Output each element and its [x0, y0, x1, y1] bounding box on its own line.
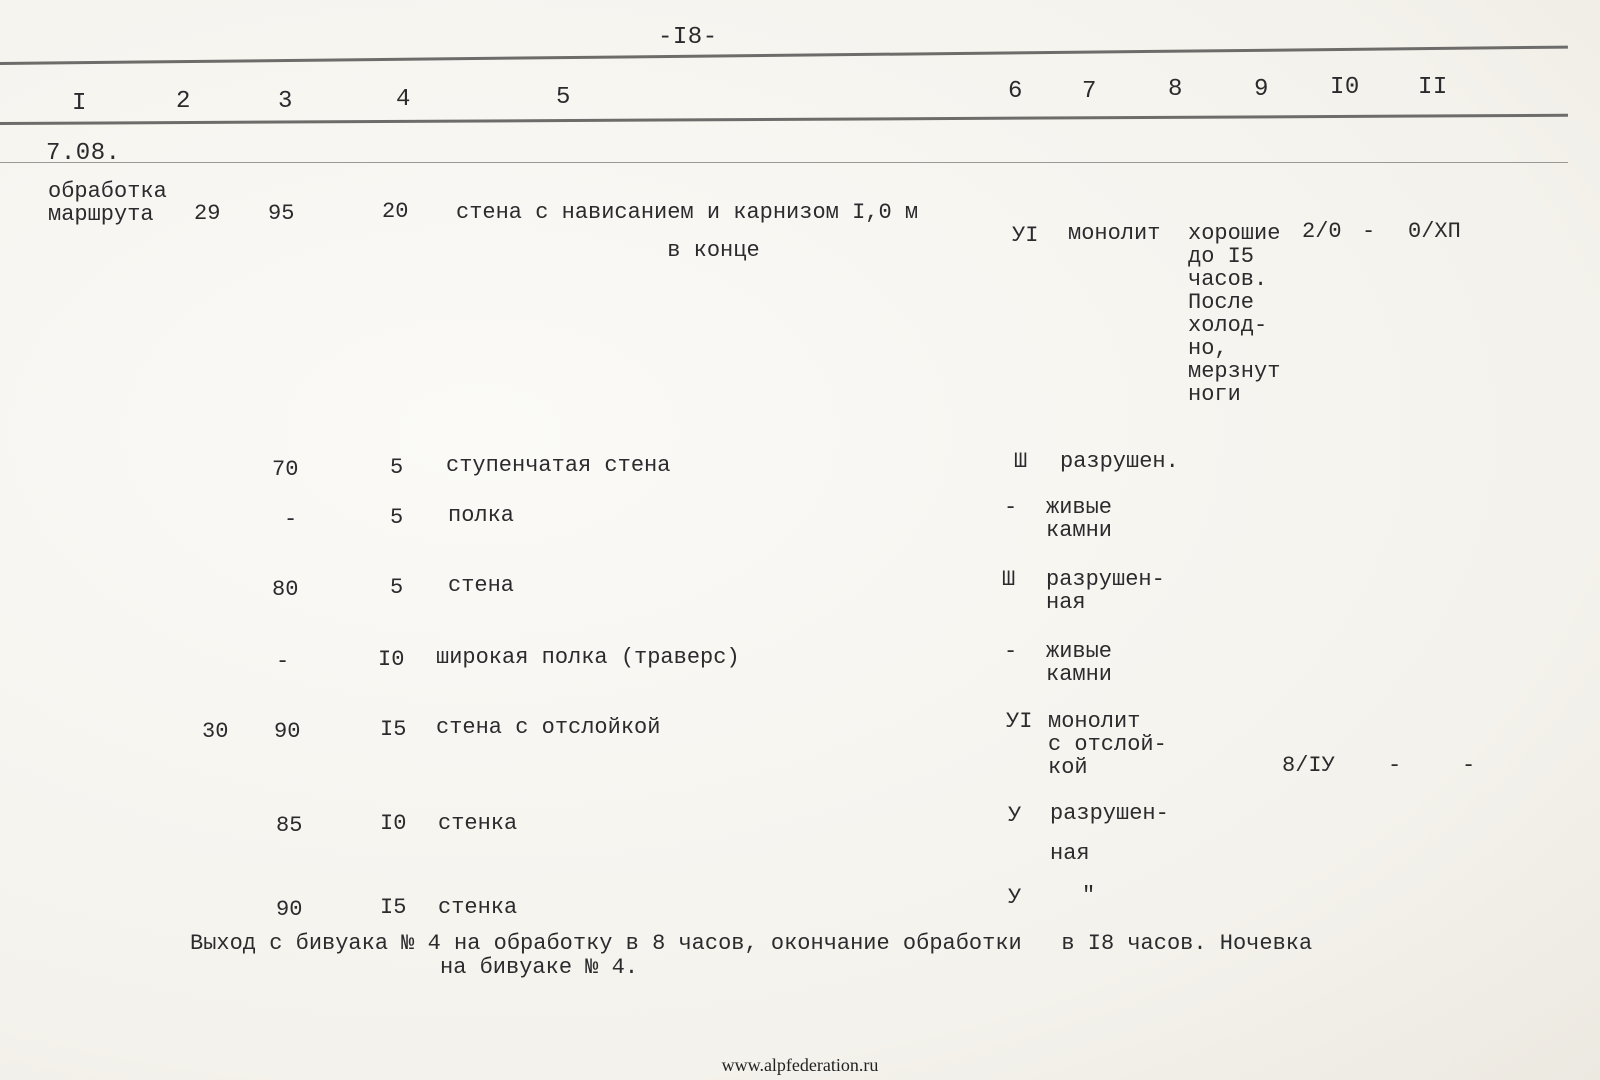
row8-col7: ": [1082, 883, 1096, 908]
row3-col4: 5: [390, 505, 404, 530]
row8-col3: 90: [276, 897, 303, 922]
row6-col3: 90: [274, 719, 301, 744]
row7-col7: разрушен- ная: [1050, 801, 1169, 866]
column-header-1: I: [72, 90, 87, 117]
row3-col5: полка: [448, 503, 515, 528]
column-header-11: II: [1418, 74, 1448, 101]
column-header-3: 3: [278, 88, 293, 115]
row6-col4: I5: [380, 717, 407, 742]
row6-col7: монолит с отслой- кой: [1048, 709, 1167, 780]
row4-col4: 5: [390, 575, 404, 600]
row5-col5: широкая полка (траверс): [436, 645, 740, 670]
row5-col6: -: [1004, 639, 1018, 664]
row1-col2: 29: [194, 201, 221, 226]
row1-col11: 0/XП: [1408, 219, 1461, 244]
row1-col5: стена с нависанием и карнизом I,0 м в конце: [456, 200, 919, 263]
column-header-10: I0: [1330, 74, 1360, 101]
row2-col6: Ш: [1014, 449, 1028, 474]
row2-col4: 5: [390, 455, 404, 480]
row4-col5: стена: [448, 573, 515, 598]
column-header-7: 7: [1082, 78, 1097, 105]
row1-col7: монолит: [1068, 221, 1161, 246]
row1-col6: УI: [1012, 223, 1039, 248]
row7-col6: У: [1008, 803, 1022, 828]
date-cell: 7.08.: [46, 140, 121, 167]
row5-col3: -: [276, 649, 290, 674]
header-bottom-rule: [0, 114, 1568, 125]
column-header-2: 2: [176, 88, 191, 115]
column-header-8: 8: [1168, 76, 1183, 103]
row4-col7: разрушен- ная: [1046, 567, 1165, 615]
row2-col5: ступенчатая стена: [446, 453, 671, 478]
row3-col3: -: [284, 507, 298, 532]
note-line-2: на бивуаке № 4.: [440, 955, 639, 980]
row7-col4: I0: [380, 811, 407, 836]
row7-col5: стенка: [438, 811, 518, 836]
row6-col11: -: [1462, 753, 1476, 778]
column-header-6: 6: [1008, 78, 1023, 105]
row8-col4: I5: [380, 895, 407, 920]
header-top-rule: [0, 46, 1568, 65]
column-header-9: 9: [1254, 76, 1269, 103]
row6-col2: 30: [202, 719, 229, 744]
row6-col10: -: [1388, 753, 1402, 778]
row4-col6: Ш: [1002, 567, 1016, 592]
row5-col7: живые камни: [1046, 639, 1113, 687]
row1-col1: обработка маршрута: [48, 179, 167, 227]
row8-col6: У: [1008, 885, 1022, 910]
row6-col5: стена с отслойкой: [436, 715, 661, 740]
note-line-1: Выход с бивуака № 4 на обработку в 8 часов, окончание обработки в I8 часов. Ночевка: [190, 931, 1313, 956]
column-header-4: 4: [396, 86, 411, 113]
row4-col3: 80: [272, 577, 299, 602]
row2-col3: 70: [272, 457, 299, 482]
row1-col3: 95: [268, 201, 295, 226]
row1-col9: 2/0: [1302, 219, 1342, 244]
row8-col5: стенка: [438, 895, 518, 920]
page-number: -I8-: [658, 24, 718, 51]
row3-col7: живые камни: [1046, 495, 1113, 543]
row1-col8: хорошие до I5 часов. После холод- но, мерзнут ноги: [1188, 221, 1281, 407]
column-header-5: 5: [556, 84, 571, 111]
row7-col3: 85: [276, 813, 303, 838]
footer-url: www.alpfederation.ru: [721, 1055, 879, 1075]
row6-col6: УI: [1006, 709, 1033, 734]
row-divider: [0, 162, 1568, 163]
row1-col4: 20: [382, 199, 409, 224]
row6-col9: 8/IУ: [1282, 753, 1335, 778]
row3-col6: -: [1004, 495, 1018, 520]
row5-col4: I0: [378, 647, 405, 672]
row1-col10: -: [1362, 219, 1376, 244]
row2-col7: разрушен.: [1060, 449, 1179, 474]
